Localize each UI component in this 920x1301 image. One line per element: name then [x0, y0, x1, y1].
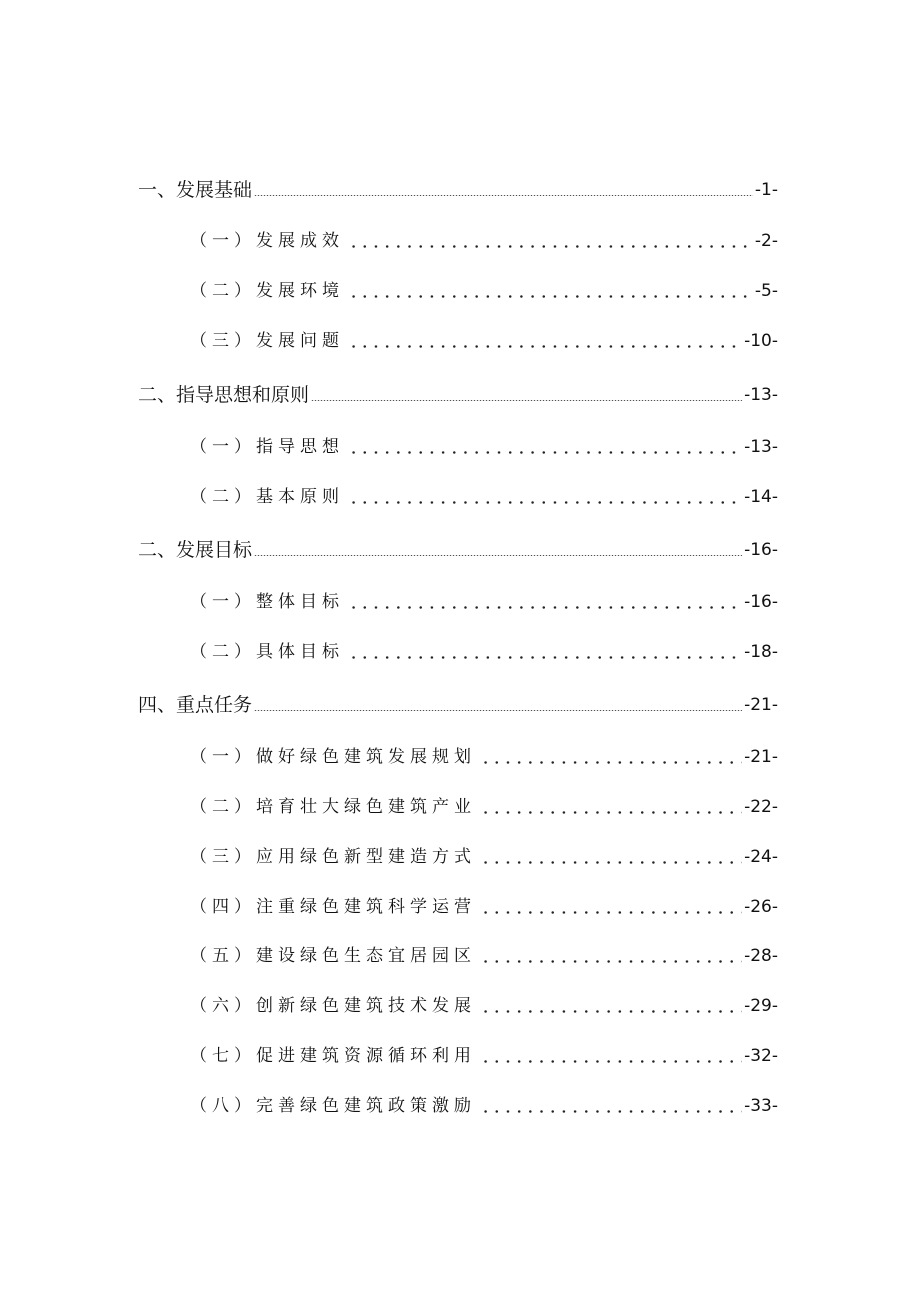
toc-page-number: -2-: [754, 231, 778, 251]
toc-entry-subsection[interactable]: [190, 895, 778, 919]
toc-page-number: -21-: [744, 747, 778, 767]
toc-page-number: -13-: [744, 385, 778, 405]
toc-title: （二）具体目标: [190, 642, 344, 662]
dot-leader: [344, 279, 755, 303]
toc-page-number: -21-: [744, 695, 778, 715]
dot-leader: [344, 435, 744, 459]
toc-entry-subsection[interactable]: [190, 435, 778, 459]
toc-title: （一）做好绿色建筑发展规划: [190, 747, 476, 767]
dot-leader: [476, 745, 744, 769]
toc-title: （三）发展问题: [190, 331, 344, 351]
toc-title: 四、重点任务: [138, 694, 253, 716]
toc-title: （六）创新绿色建筑技术发展: [190, 996, 476, 1016]
toc-title: （二）基本原则: [190, 487, 344, 507]
toc-entry-section[interactable]: [138, 383, 778, 407]
dot-leader: [476, 845, 744, 869]
toc-entry-subsection[interactable]: [190, 485, 778, 509]
dot-leader: [252, 538, 744, 562]
toc-entry-subsection[interactable]: [190, 994, 778, 1018]
dot-leader: [252, 178, 755, 202]
toc-page-number: -13-: [744, 437, 778, 457]
toc-entry-subsection[interactable]: [190, 845, 778, 869]
toc-entry-subsection[interactable]: [190, 590, 778, 614]
toc-title: （五）建设绿色生态宜居园区: [190, 946, 476, 966]
dot-leader: [309, 383, 744, 407]
toc-title: （一）指导思想: [190, 437, 344, 457]
toc-title: （三）应用绿色新型建造方式: [190, 847, 476, 867]
dot-leader: [476, 944, 744, 968]
toc-title: 二、发展目标: [138, 539, 253, 561]
toc-title: （二）发展环境: [190, 281, 344, 301]
toc-page-number: -33-: [744, 1096, 778, 1116]
toc-title: （八）完善绿色建筑政策激励: [190, 1096, 476, 1116]
dot-leader: [476, 994, 744, 1018]
dot-leader: [476, 895, 744, 919]
toc-page-number: -5-: [754, 281, 778, 301]
toc-entry-subsection[interactable]: [190, 1044, 778, 1068]
toc-entry-section[interactable]: [138, 693, 778, 717]
toc-title: （一）整体目标: [190, 592, 344, 612]
toc-page-number: -1-: [754, 180, 778, 200]
toc-page-number: -22-: [744, 797, 778, 817]
dot-leader: [344, 229, 755, 253]
dot-leader: [252, 693, 744, 717]
dot-leader: [476, 1094, 744, 1118]
toc-entry-subsection[interactable]: [190, 229, 778, 253]
toc-entry-section[interactable]: [138, 178, 778, 202]
toc-page-number: -28-: [744, 946, 778, 966]
dot-leader: [476, 795, 744, 819]
toc-page-number: -29-: [744, 996, 778, 1016]
toc-entry-subsection[interactable]: [190, 795, 778, 819]
toc-entry-subsection[interactable]: [190, 329, 778, 353]
toc-title: （二）培育壮大绿色建筑产业: [190, 797, 476, 817]
toc-page-number: -24-: [744, 847, 778, 867]
dot-leader: [344, 329, 744, 353]
dot-leader: [344, 640, 744, 664]
toc-entry-subsection[interactable]: [190, 944, 778, 968]
toc-entry-subsection[interactable]: [190, 279, 778, 303]
dot-leader: [344, 485, 744, 509]
toc-page-number: -32-: [744, 1046, 778, 1066]
toc-title: 一、发展基础: [138, 179, 253, 201]
dot-leader: [476, 1044, 744, 1068]
toc-title: （四）注重绿色建筑科学运营: [190, 897, 476, 917]
toc-page-number: -10-: [744, 331, 778, 351]
toc-entry-subsection[interactable]: [190, 1094, 778, 1118]
toc-title: （一）发展成效: [190, 231, 344, 251]
dot-leader: [344, 590, 744, 614]
toc-page-number: -26-: [744, 897, 778, 917]
toc-title: （七）促进建筑资源循环利用: [190, 1046, 476, 1066]
toc-page-number: -18-: [744, 642, 778, 662]
toc-page-number: -16-: [744, 592, 778, 612]
toc-page-number: -14-: [744, 487, 778, 507]
toc-page-number: -16-: [744, 540, 778, 560]
toc-entry-section[interactable]: [138, 538, 778, 562]
toc-entry-subsection[interactable]: [190, 640, 778, 664]
toc-entry-subsection[interactable]: [190, 745, 778, 769]
toc-title: 二、指导思想和原则: [138, 384, 310, 406]
